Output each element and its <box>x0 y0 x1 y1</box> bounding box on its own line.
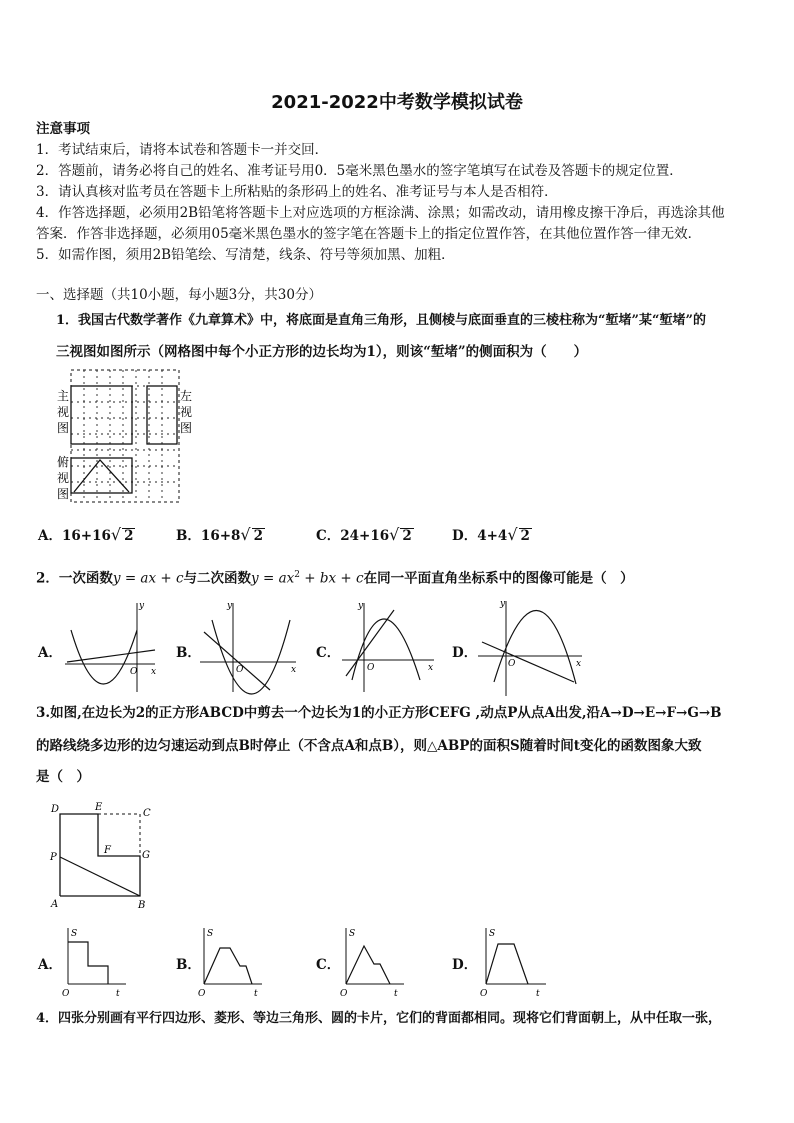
q3-graph-a <box>58 926 128 998</box>
q1-option-c[interactable]: C．24+16√ 2 <box>316 525 412 544</box>
svg-text:S: S <box>207 929 214 939</box>
svg-text:t: t <box>536 989 540 999</box>
svg-text:y: y <box>139 601 145 611</box>
svg-text:C: C <box>143 808 151 819</box>
svg-text:t: t <box>394 989 398 999</box>
q2-option-a[interactable]: A． <box>38 645 62 661</box>
q3-stem-line1: 3.如图,在边长为2的正方形ABCD中剪去一个边长为1的小正方形CEFG ,动点P从点A出发,沿A→D→E→F→G→B <box>36 705 722 721</box>
page-title: 2021-2022中考数学模拟试卷 <box>271 92 523 113</box>
q3-graph-b <box>196 926 266 998</box>
svg-text:图: 图 <box>57 487 70 501</box>
svg-text:A: A <box>51 899 59 910</box>
q3-option-c[interactable]: C． <box>316 957 341 973</box>
svg-text:O: O <box>367 663 375 673</box>
q2-graph-c <box>342 598 442 693</box>
q1-option-d[interactable]: D．4+4√ 2 <box>452 525 530 544</box>
q2-stem: 2．一次函数y = ax + c与二次函数$y = ax^2$ + bx + c在同一平面直角坐标系中的图像可能是（ ） <box>36 570 634 587</box>
q2-option-d[interactable]: D． <box>452 645 478 661</box>
notice-item: 1．考试结束后，请将本试卷和答题卡一并交回． <box>36 142 329 158</box>
svg-text:O: O <box>340 989 348 999</box>
q3-square-figure <box>46 800 166 912</box>
notice-item: 答案．作答非选择题，必须用05毫米黑色墨水的签字笔在答题卡上的指定位置作答，在其他位置作答一律无效． <box>36 226 702 242</box>
svg-text:x: x <box>576 659 582 669</box>
svg-text:D: D <box>51 804 60 815</box>
svg-text:x: x <box>291 665 297 675</box>
svg-text:F: F <box>104 845 111 856</box>
q1-three-views-figure <box>56 370 196 510</box>
q2-option-b[interactable]: B． <box>176 645 201 661</box>
svg-text:O: O <box>62 989 70 999</box>
svg-text:x: x <box>151 667 157 677</box>
svg-text:O: O <box>236 665 244 675</box>
q3-option-a[interactable]: A． <box>38 957 62 973</box>
q1-option-a[interactable]: A．16+16√ 2 <box>38 525 134 544</box>
svg-text:t: t <box>116 989 120 999</box>
front-view-label: 主 <box>57 389 70 403</box>
q3-stem-line3: 是（ ） <box>36 769 90 785</box>
svg-text:y: y <box>500 599 506 609</box>
svg-text:视: 视 <box>180 405 193 419</box>
q2-graph-d <box>478 598 588 698</box>
svg-text:G: G <box>142 850 150 861</box>
svg-text:视: 视 <box>57 471 70 485</box>
q1-option-b[interactable]: B．16+8√ 2 <box>176 525 264 544</box>
q3-option-d[interactable]: D． <box>452 957 478 973</box>
svg-text:S: S <box>71 929 78 939</box>
notice-heading: 注意事项 <box>36 121 90 137</box>
notice-item: 5．如需作图，须用2B铅笔绘、写清楚，线条、符号等须加黑、加粗． <box>36 247 455 263</box>
q2-option-c[interactable]: C． <box>316 645 341 661</box>
svg-text:视: 视 <box>57 405 70 419</box>
svg-text:图: 图 <box>180 421 193 435</box>
svg-text:S: S <box>489 929 496 939</box>
svg-text:O: O <box>480 989 488 999</box>
q3-option-b[interactable]: B． <box>176 957 201 973</box>
svg-text:O: O <box>198 989 206 999</box>
q1-stem-line1: 1．我国古代数学著作《九章算术》中，将底面是直角三角形，且侧棱与底面垂直的三棱柱称为“堑堵”某“堑堵”的 <box>56 313 706 328</box>
svg-text:O: O <box>508 659 516 669</box>
svg-text:S: S <box>349 929 356 939</box>
section-heading: 一、选择题（共10小题，每小题3分，共30分） <box>36 287 322 303</box>
svg-text:t: t <box>254 989 258 999</box>
side-view-label: 左 <box>180 389 193 403</box>
svg-text:y: y <box>358 601 364 611</box>
q3-stem-line2: 的路线绕多边形的边匀速运动到点B时停止（不含点A和点B），则△ABP的面积S随着时间t变化的函数图象大致 <box>36 738 702 754</box>
notice-item: 4．作答选择题，必须用2B铅笔将答题卡上对应选项的方框涂满、涂黑；如需改动，请用橡皮擦干净后，再选涂其他 <box>36 205 725 221</box>
svg-text:P: P <box>50 852 57 863</box>
svg-text:图: 图 <box>57 421 70 435</box>
svg-text:E: E <box>95 802 103 813</box>
notice-item: 2．答题前，请务必将自己的姓名、准考证号用0．5毫米黑色墨水的签字笔填写在试卷及答题卡的规定位置． <box>36 163 683 179</box>
q3-graph-c <box>338 926 408 998</box>
svg-text:x: x <box>428 663 434 673</box>
q1-stem-line2: 三视图如图所示（网格图中每个小正方形的边长均为1），则该“堑堵”的侧面积为（ ） <box>56 344 588 360</box>
svg-text:O: O <box>130 667 138 677</box>
q4-stem-line1: 4．四张分别画有平行四边形、菱形、等边三角形、圆的卡片，它们的背面都相同。现将它们背面朝上，从中任取一张， <box>36 1011 722 1026</box>
svg-text:y: y <box>227 601 233 611</box>
top-view-label: 俯 <box>57 455 70 469</box>
q3-graph-d <box>476 926 548 998</box>
q2-graph-a <box>65 598 160 693</box>
notice-item: 3．请认真核对监考员在答题卡上所粘贴的条形码上的姓名、准考证号与本人是否相符． <box>36 184 558 200</box>
q2-graph-b <box>200 598 300 693</box>
svg-text:B: B <box>138 900 146 911</box>
